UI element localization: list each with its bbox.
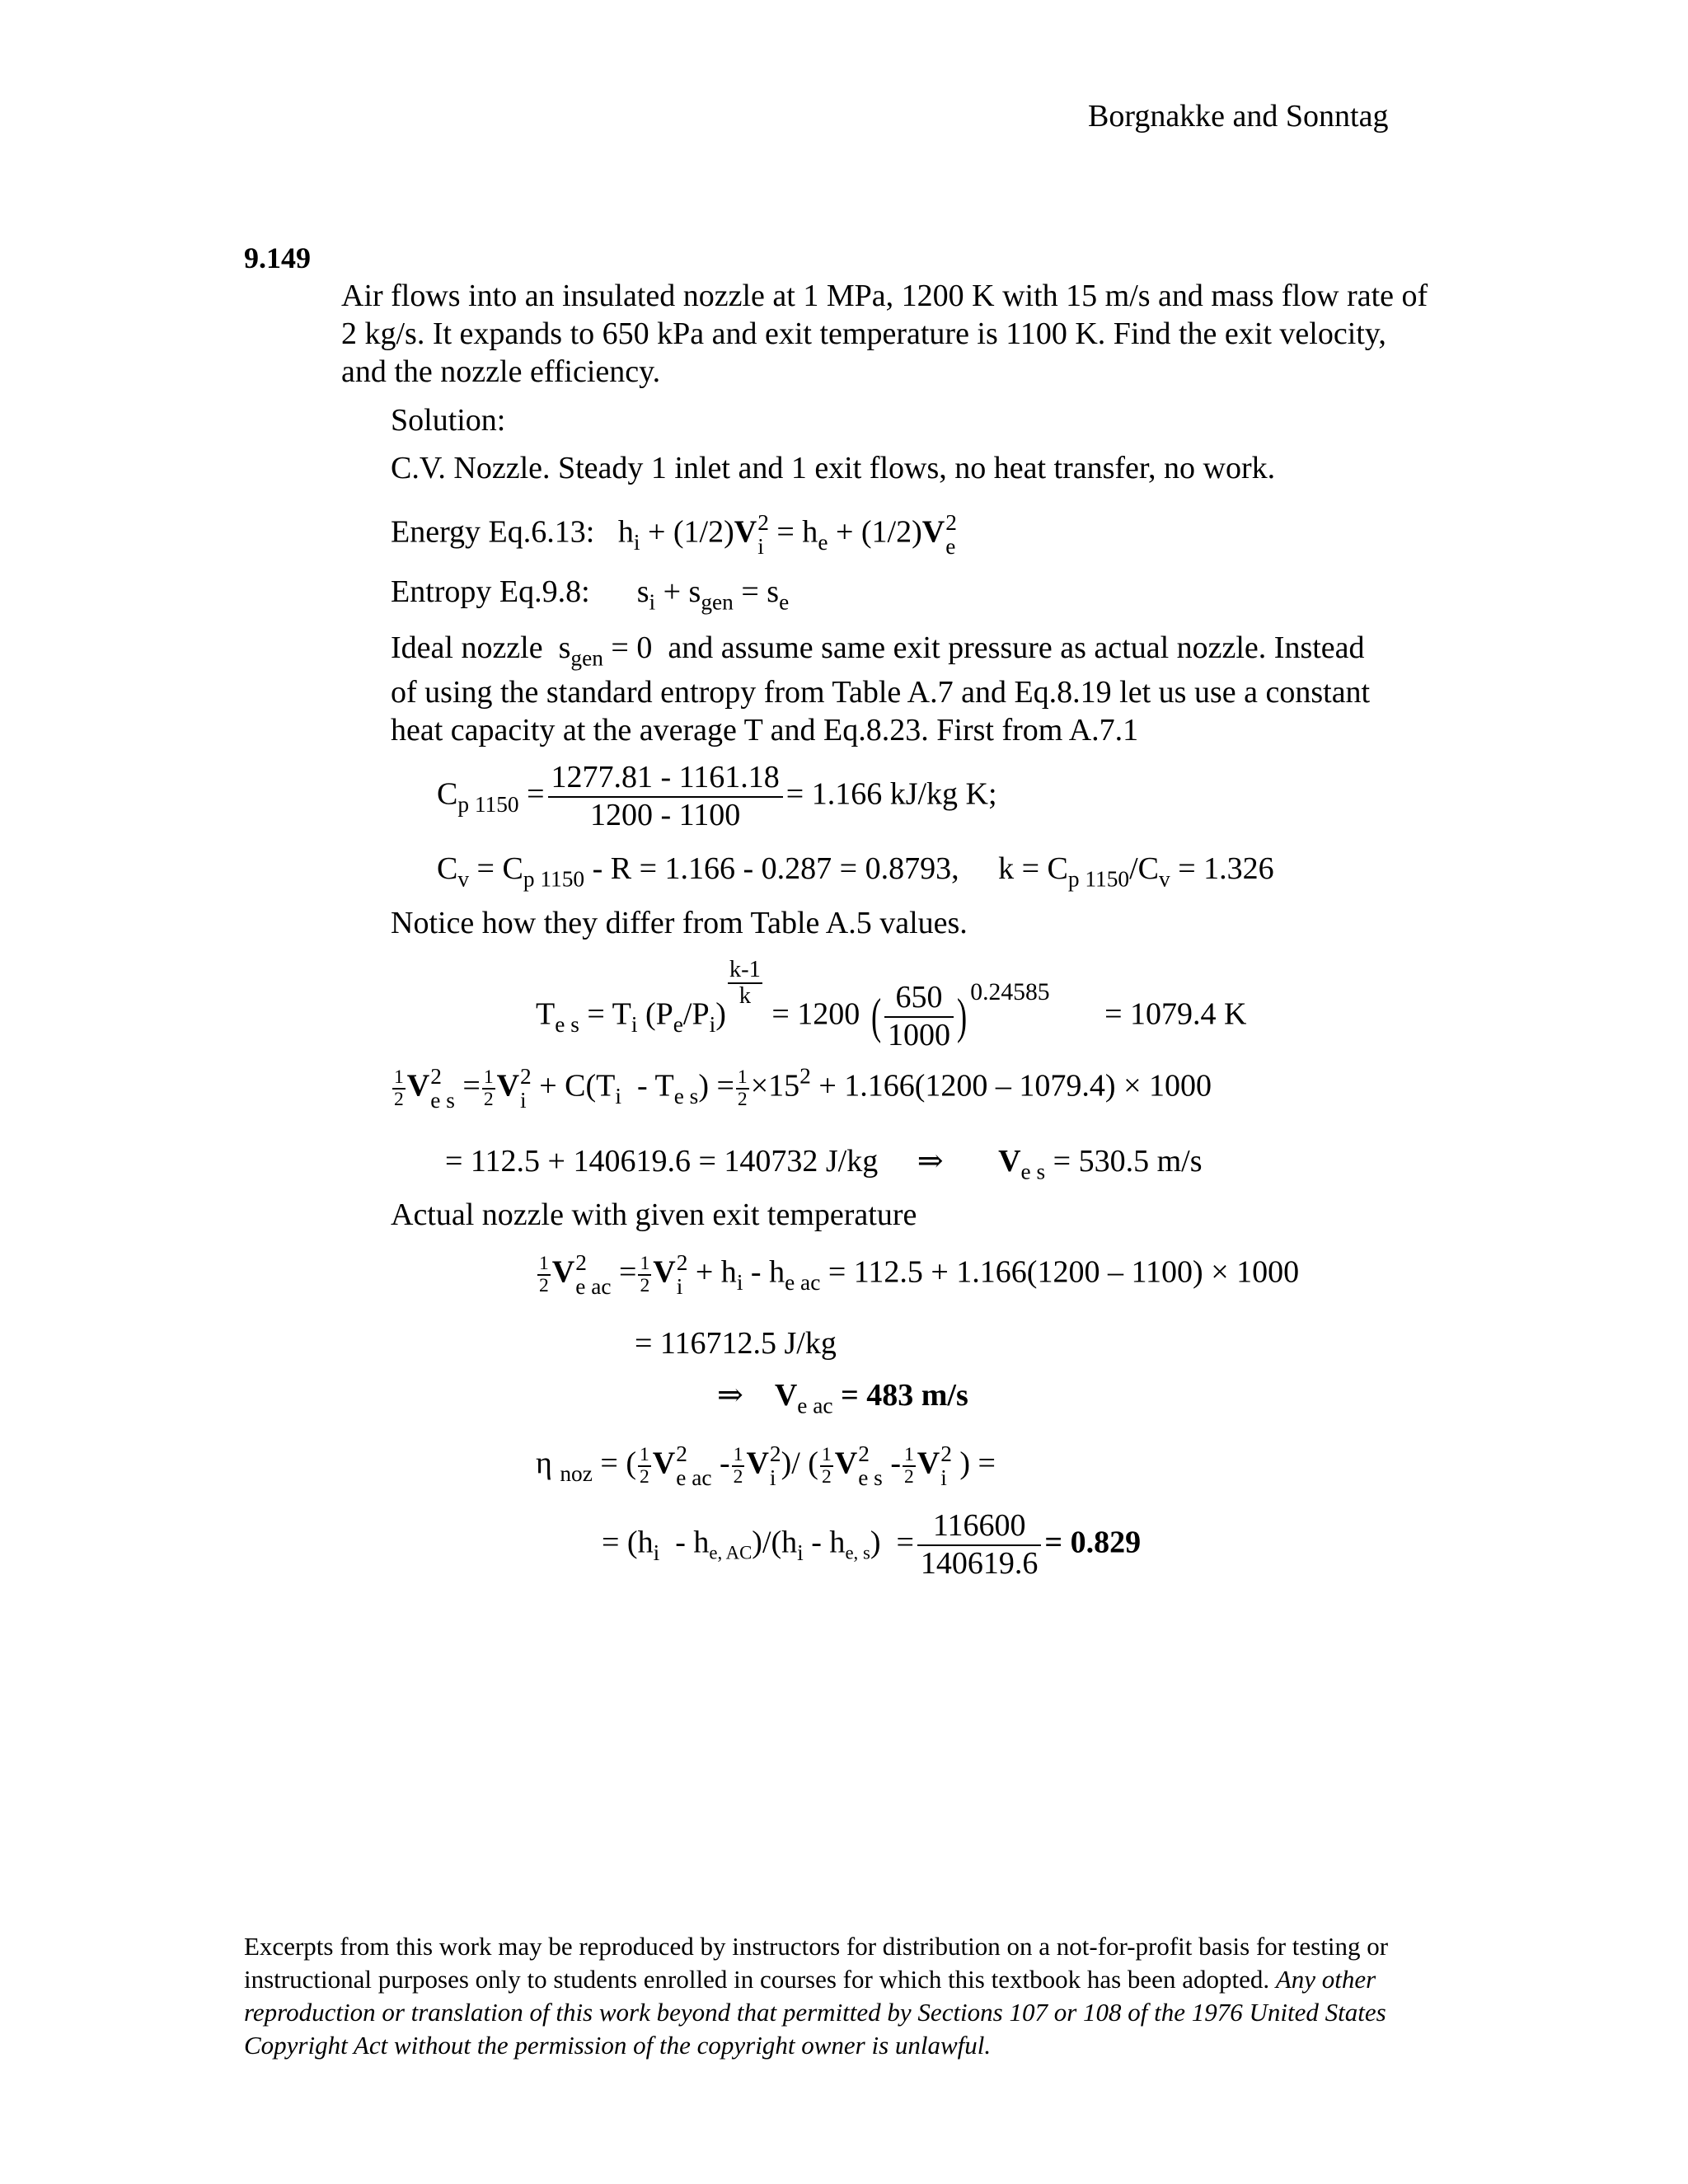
- solution-label: Solution:: [391, 403, 506, 438]
- ideal-nozzle-line1: Ideal nozzle $s_{gen} = 0$ and assume same exit pressure as actual nozzle. Instead: [391, 630, 1365, 671]
- efficiency-definition: η $_{noz}$ = ( $\frac{1}{2}$ V 2 e ac - $\frac{1}{2}$ V 2 i )/ ( $\frac{1}{2}$ V 2 e s - $\frac{1}{2}$ V 2 i ) =: [536, 1441, 996, 1490]
- ke-actual-result: = 116712.5 J/kg: [635, 1326, 837, 1361]
- ideal-nozzle-line2: of using the standard entropy from Table A.7 and Eq.8.19 let us use a constant: [391, 675, 1371, 710]
- cv-k-equation: $C_v = C_{p 1150} - R = 1.166 - 0.287 = 0.8793$, $k = C_{p 1150}/C_v = 1.326$: [437, 851, 1274, 892]
- control-volume-text: C.V. Nozzle. Steady 1 inlet and 1 exit flows, no heat transfer, no work.: [391, 451, 1276, 485]
- velocity-actual-result: ⇒ $V_{e ac} = 483$ m/s: [717, 1378, 968, 1418]
- cp-equation: $C_{p 1150}$ = $\frac{1277.81 - 1161.18}{1200 - 1100}$ = 1.166 kJ/kg K;: [437, 760, 997, 832]
- actual-nozzle-label: Actual nozzle with given exit temperature: [391, 1197, 917, 1232]
- ideal-nozzle-line3: heat capacity at the average T and Eq.8.23. First from A.7.1: [391, 713, 1139, 748]
- problem-statement: Air flows into an insulated nozzle at 1 MPa, 1200 K with 15 m/s and mass flow rate of 2 kg/s. It expands to 650 kPa and exit temperature is 1100 K. Find the exit velocity, and the nozzle efficiency.: [341, 279, 1428, 389]
- page-header-author: Borgnakke and Sonntag: [1088, 99, 1389, 134]
- energy-label: Energy Eq.6.13:: [391, 514, 595, 550]
- energy-equation: Energy Eq.6.13: $h_i + (1/2)V$ 2 i = $h_e + (1/2)V$ 2 e: [391, 510, 957, 559]
- notice-text: Notice how they differ from Table A.5 values.: [391, 906, 968, 940]
- ke-isentropic-result: = 112.5 + 140619.6 = 140732 J/kg ⇒ $V_{e s} = 530.5$ m/s: [445, 1144, 1203, 1184]
- entropy-label: Entropy Eq.9.8:: [391, 574, 590, 609]
- tes-equation: $T_{e s} = T_i$ $(P_e/P_i)$ $\frac{k-1}{k}$ = 1200 ( $\frac{650}{1000}$ ) $^{0.24585}$ = 1079.4 K: [536, 957, 1247, 1052]
- copyright-footer: Excerpts from this work may be reproduced by instructors for distribution on a not-for-profit basis for testing or instructional purposes only to students enrolled in courses for which this textbook has been adopted. Any other reproduction or translation of this work beyond that permitted by Sections 107 or 108 of the 1976 United States Copyright Act without the permission of the copyright owner is unlawful.: [244, 1932, 1389, 2060]
- efficiency-result: = $(h_i - h_{e, AC})/(h_i - h_{e, s})$ = $\frac{116600}{140619.6}$ = 0.829: [602, 1508, 1142, 1581]
- ke-isentropic-equation: $\frac{1}{2}$ V 2 e s = $\frac{1}{2}$ V 2 i + $C(T_i - T_{e s})$ = $\frac{1}{2}$ $\times 15^2 + 1.166(1200 - 1079.4) \times 1000$: [394, 1063, 1212, 1113]
- ke-actual-equation: $\frac{1}{2}$ V 2 e ac = $\frac{1}{2}$ V 2 i + $h_i - h_{e ac} = 112.5 + 1.166(1200 - 1100) \times 1000$: [539, 1250, 1300, 1299]
- problem-number: 9.149: [244, 241, 311, 274]
- entropy-equation: Entropy Eq.9.8: $s_i + s_{gen} = s_e$: [391, 574, 790, 615]
